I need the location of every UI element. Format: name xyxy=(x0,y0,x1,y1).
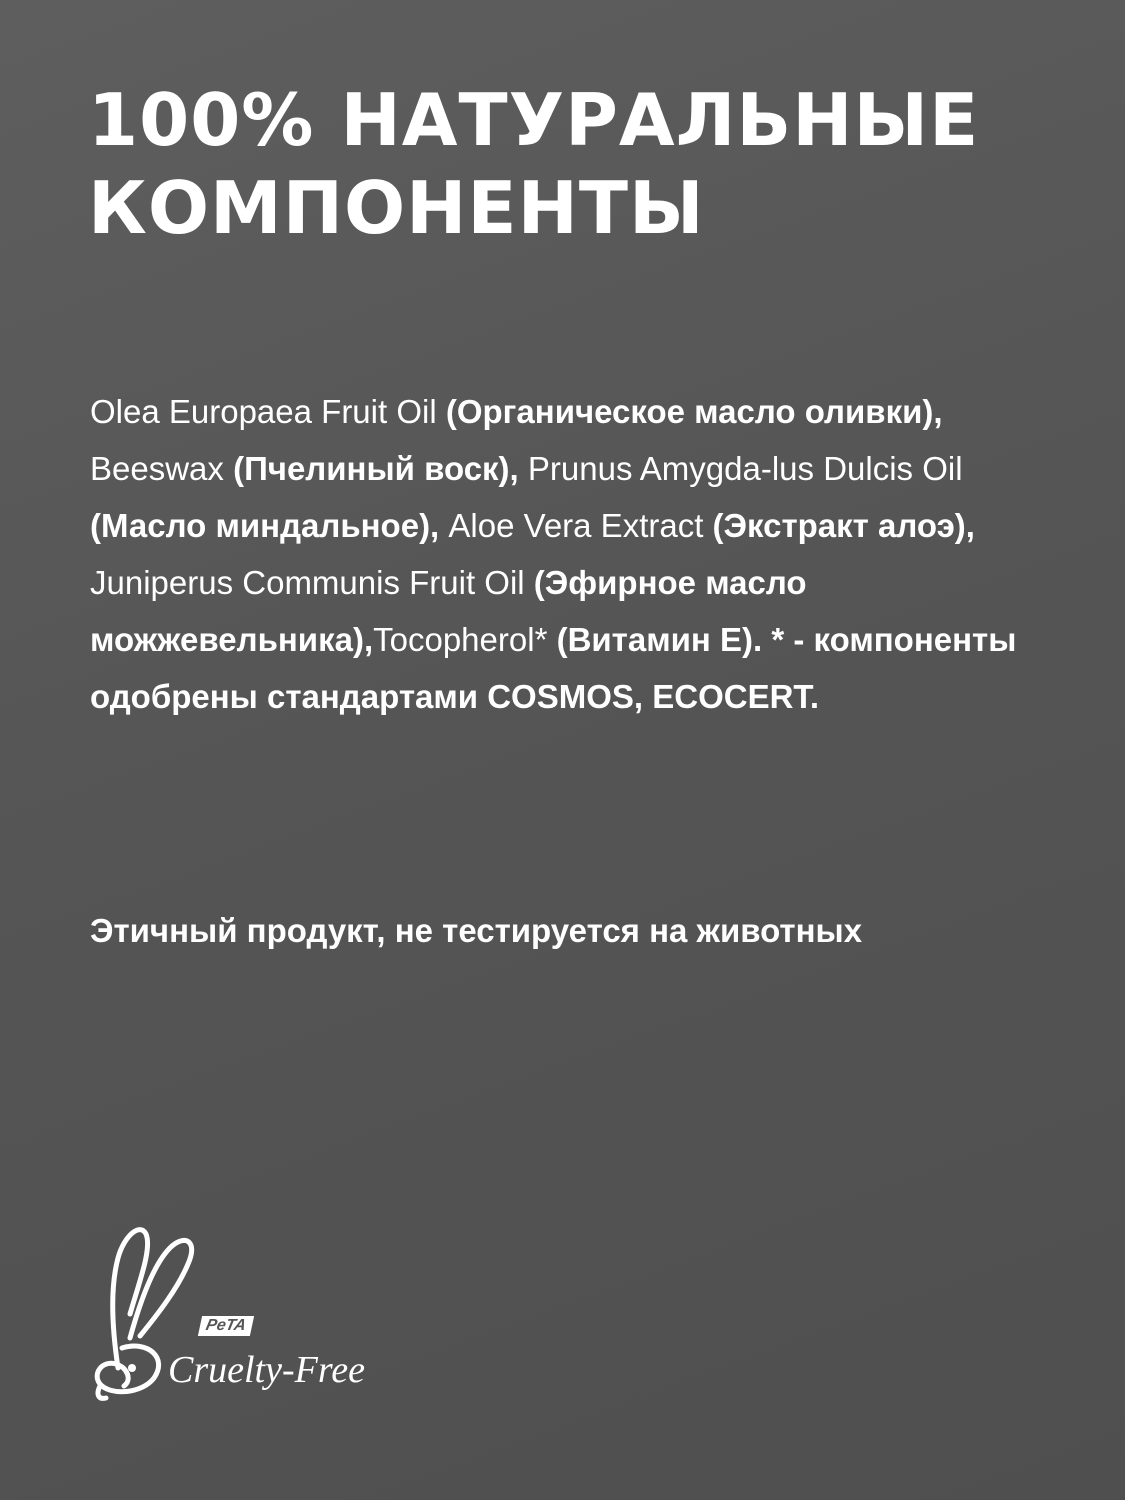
ingredient-russian: (Масло миндальное), xyxy=(90,507,449,544)
ingredient-latin: Tocopherol* xyxy=(373,621,557,658)
ingredient-latin: Aloe Vera Extract xyxy=(448,507,713,544)
ingredient-latin: Olea Europaea Fruit Oil xyxy=(90,393,446,430)
ingredient-russian: (Эфирное масло можжевельника), xyxy=(90,564,807,658)
headline-line-1: 100% НАТУРАЛЬНЫЕ xyxy=(88,78,980,162)
peta-badge: PeTA xyxy=(198,1316,254,1336)
ingredient-russian: (Пчелиный воск), xyxy=(233,450,528,487)
ethics-statement: Этичный продукт, не тестируется на животных xyxy=(90,912,863,949)
peta-cruelty-free-logo xyxy=(88,1218,398,1408)
ingredient-russian: (Экстракт алоэ), xyxy=(712,507,975,544)
ingredient-russian: (Органическое масло оливки), xyxy=(445,393,943,430)
ingredient-latin: Juniperus Communis Fruit Oil xyxy=(90,564,534,601)
headline-line-2: КОМПОНЕНТЫ xyxy=(88,166,705,250)
certification-note: * - компоненты одобрены стандартами COSMOS, ECOCERT. xyxy=(90,621,1017,715)
ingredient-latin: Beeswax xyxy=(90,450,234,487)
headline xyxy=(88,76,1088,252)
ingredient-latin: Prunus Amygda-lus Dulcis Oil xyxy=(527,450,963,487)
ingredient-russian: (Витамин Е). xyxy=(556,621,772,658)
ingredients-text xyxy=(90,383,1050,725)
cruelty-free-label: Cruelty-Free xyxy=(168,1349,365,1391)
